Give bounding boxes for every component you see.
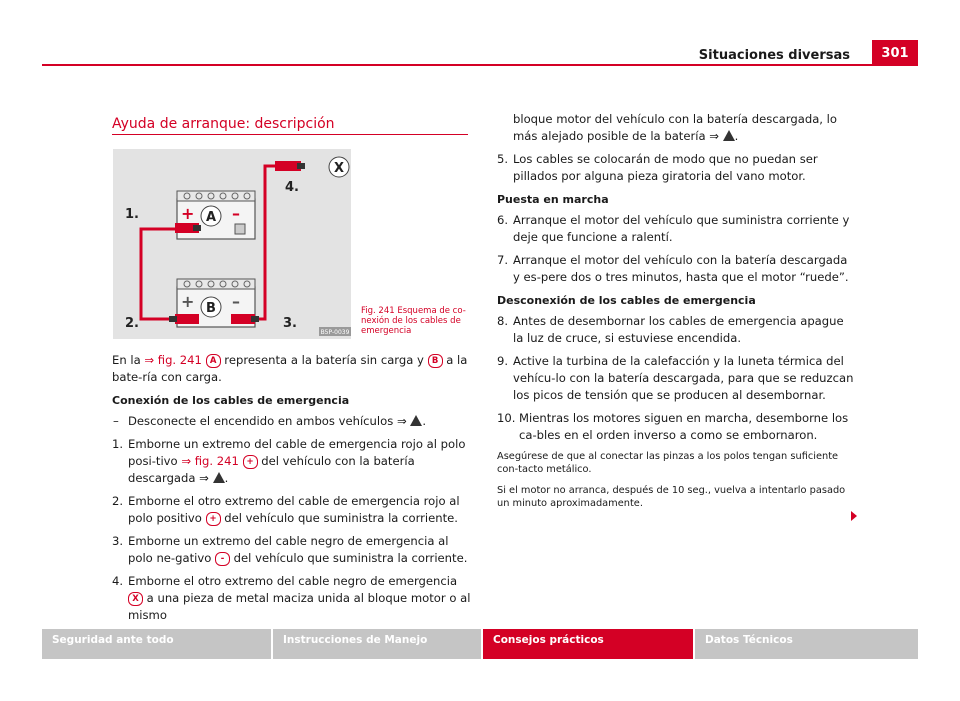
continue-arrow-icon	[851, 511, 857, 521]
fig-label-a: A	[205, 210, 217, 225]
fig-code: B5P-0039	[320, 329, 350, 336]
badge-a: A	[206, 354, 221, 368]
list-item: 9. Active la turbina de la calefacción y la luneta térmica del vehícu-lo con la batería descargada, para que se reduzcan los picos de tensión que se producen al desembornar.	[497, 354, 854, 402]
intro-paragraph: En la ⇒ fig. 241 A representa a la batería sin carga y B a la bate-ría con carga.	[112, 353, 468, 384]
subheading-connection: Conexión de los cables de emergencia	[112, 394, 350, 407]
section-title-rule	[112, 134, 468, 135]
warning-triangle-icon[interactable]	[410, 415, 422, 426]
svg-text:–: –	[232, 292, 240, 311]
list-item: 1. Emborne un extremo del cable de emergencia rojo al polo posi-tivo ⇒ fig. 241 + del vehículo con la batería descargada ⇒ .	[112, 437, 466, 485]
fig-step-3: 3.	[283, 316, 297, 331]
list-item: 5. Los cables se colocarán de modo que no puedan ser pillados por alguna pieza giratoria del vano motor.	[497, 152, 818, 183]
badge-plus: +	[243, 455, 258, 469]
page-number: 301	[872, 40, 918, 66]
right-column	[497, 111, 857, 518]
section-title: Ayuda de arranque: descripción	[112, 116, 335, 132]
jump-start-figure	[113, 149, 351, 339]
badge-x: X	[128, 592, 143, 606]
warning-triangle-icon[interactable]	[723, 130, 735, 141]
fig-label-x: X	[333, 161, 345, 176]
fig-step-4: 4.	[285, 180, 299, 195]
clamp-a-positive	[175, 223, 201, 233]
list-item: 4. Emborne el otro extremo del cable negro de emergencia X a una pieza de metal maciza unida al bloque motor o al mismo	[112, 574, 471, 622]
badge-minus: -	[215, 552, 230, 566]
tab-datos[interactable]: Datos Técnicos	[695, 629, 918, 659]
clamp-x	[275, 161, 305, 171]
svg-text:+: +	[181, 204, 195, 223]
list-item-continued: bloque motor del vehículo con la batería descargada, lo más alejado posible de la batería ⇒ .	[513, 112, 837, 143]
fig-step-1: 1.	[125, 207, 139, 222]
header-rule	[42, 64, 918, 66]
tab-consejos[interactable]: Consejos prácticos	[483, 629, 693, 659]
figure-link[interactable]: ⇒ fig. 241	[181, 454, 239, 468]
fig-label-b: B	[206, 301, 216, 316]
subheading-disconnection: Desconexión de los cables de emergencia	[497, 294, 756, 307]
fig-step-2: 2.	[125, 316, 139, 331]
running-header-title: Situaciones diversas	[698, 48, 850, 63]
figure-caption: Fig. 241 Esquema de co-nexión de los cables de emergencia	[361, 306, 466, 336]
left-column	[112, 352, 472, 630]
svg-text:–: –	[232, 204, 240, 223]
list-item: 7. Arranque el motor del vehículo con la batería descargada y es-pere dos o tres minutos, hasta que el motor “ruede”.	[497, 253, 849, 284]
list-item: 10. Mientras los motores siguen en marcha, desemborne los ca-bles en el orden inverso a como se embornaron.	[497, 411, 849, 442]
clamp-b-negative	[231, 314, 259, 324]
list-item: – Desconecte el encendido en ambos vehículos ⇒ .	[113, 414, 427, 428]
svg-text:+: +	[181, 292, 195, 311]
list-item: 3. Emborne un extremo del cable negro de emergencia al polo ne-gativo - del vehículo que suministra la corriente.	[112, 534, 468, 565]
tab-instrucciones[interactable]: Instrucciones de Manejo	[273, 629, 481, 659]
list-item: 6. Arranque el motor del vehículo que suministra corriente y deje que funcione a ralentí.	[497, 213, 850, 244]
list-item: 2. Emborne el otro extremo del cable de emergencia rojo al polo positivo + del vehículo que suministra la corriente.	[112, 494, 460, 525]
badge-b: B	[428, 354, 443, 368]
note-retry: Si el motor no arranca, después de 10 seg., vuelva a intentarlo pasado un minuto aproximadamente.	[497, 485, 846, 509]
badge-plus: +	[206, 512, 221, 526]
note-contact: Asegúrese de que al conectar las pinzas a los polos tengan suficiente con-tacto metálico.	[497, 451, 839, 475]
subheading-start: Puesta en marcha	[497, 193, 609, 206]
tab-seguridad[interactable]: Seguridad ante todo	[42, 629, 271, 659]
clamp-b-positive	[169, 314, 199, 324]
list-item: 8. Antes de desembornar los cables de emergencia apague la luz de cruce, si estuviese encendida.	[497, 314, 844, 345]
figure-link[interactable]: ⇒ fig. 241	[144, 353, 202, 367]
warning-triangle-icon[interactable]	[213, 472, 225, 483]
